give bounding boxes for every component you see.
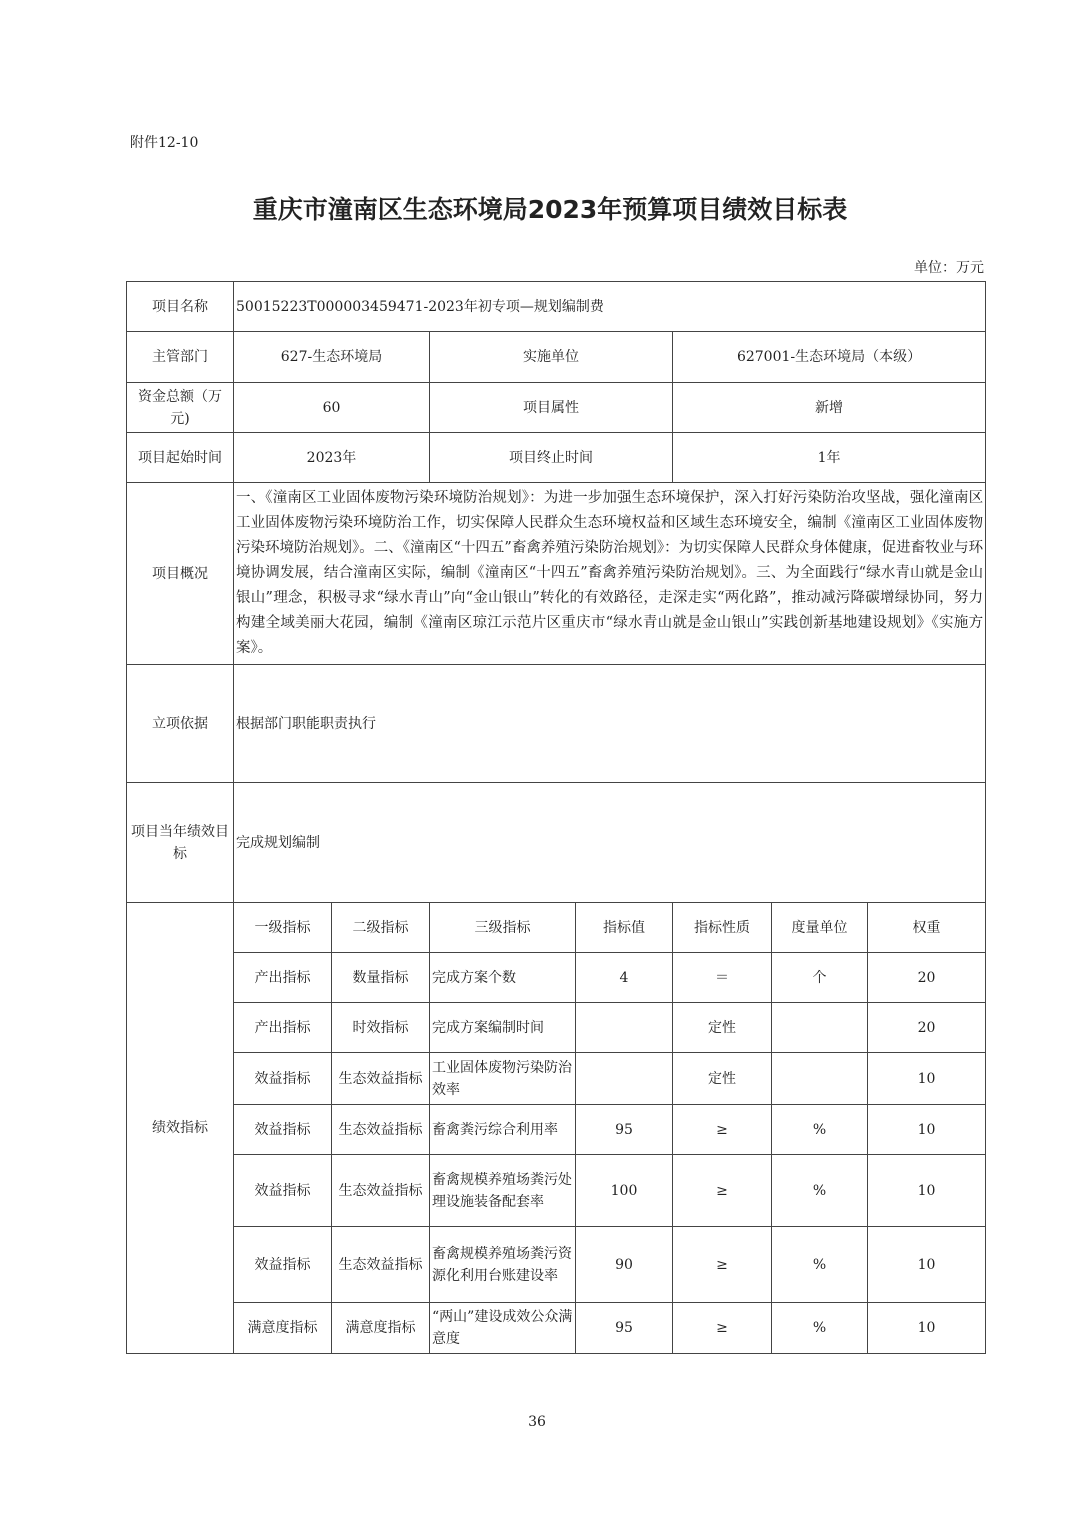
table-row (127, 1227, 986, 1303)
cell-unit (772, 1003, 868, 1053)
cell-level2: 数量指标 (332, 953, 430, 1003)
cell-value: 95 (576, 1105, 673, 1155)
cell-label: 项目当年绩效目标 (127, 783, 234, 903)
table-row (127, 953, 986, 1003)
cell-label: 主管部门 (127, 332, 234, 383)
cell-unit: % (772, 1303, 868, 1354)
cell-level3: 完成方案编制时间 (430, 1003, 576, 1053)
cell-label: 项目起始时间 (127, 433, 234, 483)
column-header: 权重 (868, 903, 986, 953)
cell-level2: 满意度指标 (332, 1303, 430, 1354)
cell-level3: 工业固体废物污染防治效率 (430, 1053, 576, 1105)
cell-nature: ≥ (673, 1303, 772, 1354)
cell-nature: ＝ (673, 953, 772, 1003)
attr-value: 新增 (673, 383, 986, 433)
cell-value: 95 (576, 1303, 673, 1354)
cell-level1: 产出指标 (234, 1003, 332, 1053)
cell-label: 实施单位 (430, 332, 673, 383)
cell-level1: 产出指标 (234, 953, 332, 1003)
table-row (127, 783, 986, 903)
cell-weight: 10 (868, 1227, 986, 1303)
cell-label: 项目概况 (127, 483, 234, 665)
cell-level3: “两山”建设成效公众满意度 (430, 1303, 576, 1354)
cell-weight: 10 (868, 1303, 986, 1354)
cell-value (576, 1053, 673, 1105)
table-row (127, 1105, 986, 1155)
overview-text: 一、《潼南区工业固体废物污染环境防治规划》：为进一步加强生态环境保护，深入打好污染防治攻坚战，强化潼南区工业固体废物污染环境防治工作，切实保障人民群众生态环境权益和区域生态环境安全，编制《潼南区工业固体废物污染环境防治规划》。二、《潼南区“十四五”畜禽养殖污染防治规划》：为切实保障人民群众身体健康，促进畜牧业与环境协调发展，结合潼南区实际，编制《潼南区“十四五”畜禽养殖污染防治规划》。三、为全面践行“绿水青山就是金山银山”理念，积极寻求“绿水青山”向“金山银山”转化的有效路径，走深走实“两化路”，推动减污降碳增绿协同，努力构建全域美丽大花园，编制《潼南区琼江示范片区重庆市“绿水青山就是金山银山”实践创新基地建设规划》《实施方案》。 (234, 483, 986, 665)
project-name: 50015223T000003459471-2023年初专项—规划编制费 (234, 282, 986, 332)
column-header: 指标值 (576, 903, 673, 953)
cell-level1: 满意度指标 (234, 1303, 332, 1354)
cell-label: 资金总额（万元) (127, 383, 234, 433)
column-header: 度量单位 (772, 903, 868, 953)
cell-level1: 效益指标 (234, 1053, 332, 1105)
cell-value: 90 (576, 1227, 673, 1303)
dept-value: 627-生态环境局 (234, 332, 430, 383)
cell-weight: 20 (868, 1003, 986, 1053)
cell-label: 绩效指标 (127, 903, 234, 1354)
cell-level3: 畜禽粪污综合利用率 (430, 1105, 576, 1155)
end-value: 1年 (673, 433, 986, 483)
table-row (127, 1003, 986, 1053)
cell-level3: 畜禽规模养殖场粪污处理设施装备配套率 (430, 1155, 576, 1227)
table-row (127, 1155, 986, 1227)
cell-unit: % (772, 1155, 868, 1227)
page-title: 重庆市潼南区生态环境局2023年预算项目绩效目标表 (252, 195, 848, 224)
cell-level2: 生态效益指标 (332, 1227, 430, 1303)
cell-value: 4 (576, 953, 673, 1003)
cell-label: 项目名称 (127, 282, 234, 332)
cell-level1: 效益指标 (234, 1105, 332, 1155)
cell-weight: 10 (868, 1155, 986, 1227)
cell-unit (772, 1053, 868, 1105)
cell-unit: % (772, 1227, 868, 1303)
performance-table (126, 281, 986, 1354)
cell-level1: 效益指标 (234, 1155, 332, 1227)
column-header: 三级指标 (430, 903, 576, 953)
cell-weight: 10 (868, 1105, 986, 1155)
table-row (127, 1303, 986, 1354)
cell-level2: 生态效益指标 (332, 1053, 430, 1105)
start-value: 2023年 (234, 433, 430, 483)
table-row (127, 483, 986, 665)
column-header: 一级指标 (234, 903, 332, 953)
table-row (127, 1053, 986, 1105)
page-number: 36 (528, 1414, 546, 1430)
cell-value: 100 (576, 1155, 673, 1227)
attachment-label: 附件12-10 (130, 135, 199, 151)
cell-label: 项目终止时间 (430, 433, 673, 483)
table-row (127, 433, 986, 483)
cell-nature: ≥ (673, 1155, 772, 1227)
cell-level1: 效益指标 (234, 1227, 332, 1303)
cell-weight: 20 (868, 953, 986, 1003)
table-row (127, 282, 986, 332)
cell-level3: 完成方案个数 (430, 953, 576, 1003)
table-row (127, 665, 986, 783)
cell-label: 项目属性 (430, 383, 673, 433)
cell-value (576, 1003, 673, 1053)
column-header: 指标性质 (673, 903, 772, 953)
cell-level2: 生态效益指标 (332, 1105, 430, 1155)
cell-level3: 畜禽规模养殖场粪污资源化利用台账建设率 (430, 1227, 576, 1303)
cell-weight: 10 (868, 1053, 986, 1105)
cell-nature: 定性 (673, 1053, 772, 1105)
cell-unit: 个 (772, 953, 868, 1003)
table-header-row (127, 903, 986, 953)
goal-text: 完成规划编制 (234, 783, 986, 903)
cell-level2: 生态效益指标 (332, 1155, 430, 1227)
impl-value: 627001-生态环境局（本级） (673, 332, 986, 383)
cell-unit: % (772, 1105, 868, 1155)
cell-label: 立项依据 (127, 665, 234, 783)
cell-level2: 时效指标 (332, 1003, 430, 1053)
table-row (127, 332, 986, 383)
cell-nature: ≥ (673, 1227, 772, 1303)
cell-nature: ≥ (673, 1105, 772, 1155)
table-row (127, 383, 986, 433)
column-header: 二级指标 (332, 903, 430, 953)
basis-text: 根据部门职能职责执行 (234, 665, 986, 783)
unit-label: 单位：万元 (914, 260, 984, 276)
cell-nature: 定性 (673, 1003, 772, 1053)
fund-value: 60 (234, 383, 430, 433)
